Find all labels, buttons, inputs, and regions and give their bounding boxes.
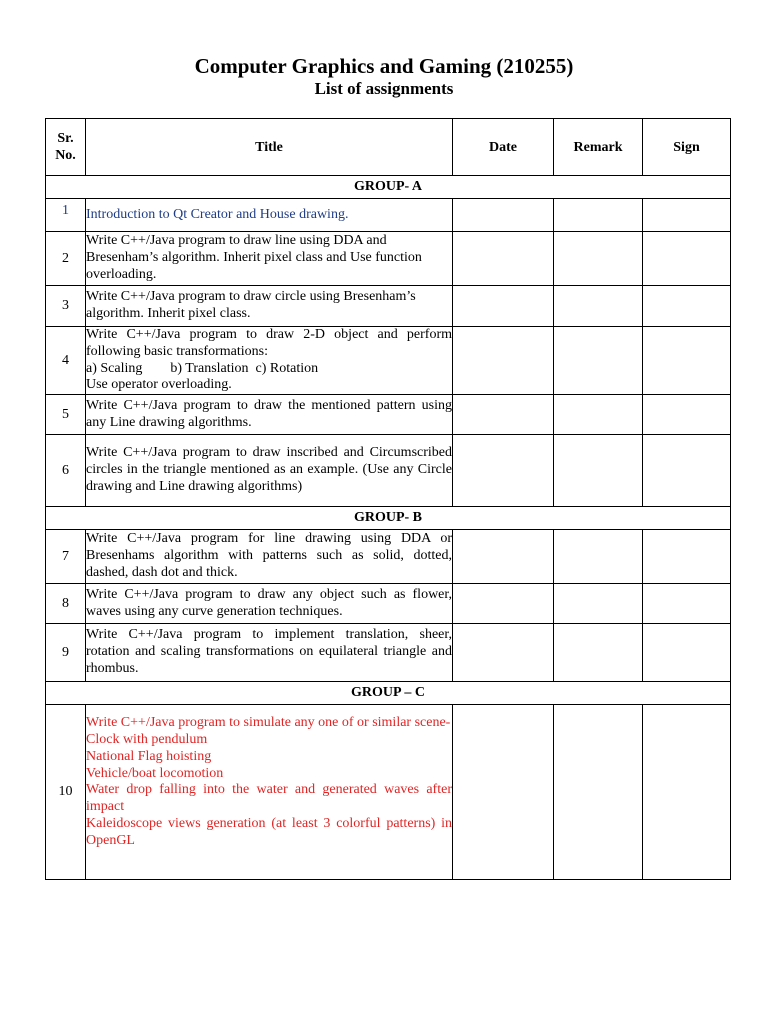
bullet-item: National Flag hoisting <box>86 748 212 764</box>
bullet-item: Vehicle/boat locomotion <box>86 765 224 781</box>
date-cell <box>453 435 554 507</box>
remark-cell <box>554 530 643 584</box>
remark-cell <box>554 435 643 507</box>
date-cell <box>453 395 554 435</box>
sign-cell <box>643 624 731 682</box>
remark-cell <box>554 395 643 435</box>
row-number: 4 <box>46 327 86 395</box>
bullet-item: Clock with pendulum <box>86 731 208 747</box>
date-cell <box>453 705 554 880</box>
date-header: Date <box>453 119 554 176</box>
group-c-label: GROUP – C <box>46 682 731 705</box>
title-line: Write C++/Java program to draw line using DDA and <box>86 233 387 249</box>
assignment-title <box>86 286 453 327</box>
bullet-item: Kaleidoscope views generation (at least 3 colorful patterns) in OpenGL <box>86 815 452 848</box>
row-number: 2 <box>46 232 86 286</box>
bullet-item: Water drop falling into the water and generated waves after impact <box>86 782 452 815</box>
group-row <box>46 682 731 705</box>
sign-cell <box>643 395 731 435</box>
assignment-title <box>86 705 453 880</box>
assignments-table <box>45 118 731 880</box>
remark-cell <box>554 705 643 880</box>
sr-no-header <box>46 119 86 176</box>
row-number: 7 <box>46 530 86 584</box>
sr-header-line2: No. <box>55 148 76 163</box>
row-number: 6 <box>46 435 86 507</box>
date-cell <box>453 199 554 232</box>
remark-cell <box>554 624 643 682</box>
remark-cell <box>554 286 643 327</box>
remark-cell <box>554 584 643 624</box>
sign-cell <box>643 199 731 232</box>
table-row <box>46 624 731 682</box>
sign-cell <box>643 435 731 507</box>
row-number: 1 <box>46 199 86 232</box>
sign-cell <box>643 327 731 395</box>
table-row <box>46 435 731 507</box>
remark-header: Remark <box>554 119 643 176</box>
remark-cell <box>554 232 643 286</box>
assignment-title: Write C++/Java program to draw the mentioned pattern using any Line drawing algorithms. <box>86 395 453 435</box>
date-cell <box>453 624 554 682</box>
group-row <box>46 507 731 530</box>
remark-cell <box>554 327 643 395</box>
group-b-label: GROUP- B <box>46 507 731 530</box>
row-number: 9 <box>46 624 86 682</box>
sign-cell <box>643 232 731 286</box>
title-line: a) Scaling b) Translation c) Rotation <box>86 360 319 376</box>
assignment-title: Write C++/Java program to draw any object such as flower, waves using any curve generation techniques. <box>86 584 453 624</box>
date-cell <box>453 232 554 286</box>
title-line: Use operator overloading. <box>86 377 232 393</box>
date-cell <box>453 530 554 584</box>
table-row <box>46 286 731 327</box>
sign-cell <box>643 705 731 880</box>
header-row <box>46 119 731 176</box>
row-number: 3 <box>46 286 86 327</box>
document-subtitle: List of assignments <box>314 79 454 98</box>
sr-header-line1: Sr. <box>57 131 74 146</box>
sign-cell <box>643 286 731 327</box>
assignment-title: Write C++/Java program to draw inscribed and Circumscribed circles in the triangle mentioned as an example. (Use any Circle drawing and Line drawing algorithms) <box>86 435 453 507</box>
table-row <box>46 327 731 395</box>
assignment-title: Write C++/Java program for line drawing using DDA or Bresenhams algorithm with patterns such as solid, dotted, dashed, dash dot and thick. <box>86 530 453 584</box>
date-cell <box>453 286 554 327</box>
title-line: Write C++/Java program to draw circle using Bresenham’s <box>86 289 416 305</box>
document-title: Computer Graphics and Gaming (210255) <box>194 54 574 78</box>
row-number: 8 <box>46 584 86 624</box>
assignment-title <box>86 199 453 232</box>
table-row <box>46 705 731 880</box>
table-row <box>46 232 731 286</box>
table-row <box>46 530 731 584</box>
title-line: Introduction to Qt Creator and House drawing. <box>86 206 349 222</box>
remark-cell <box>554 199 643 232</box>
assignment-title: Write C++/Java program to implement translation, sheer, rotation and scaling transformations on equilateral triangle and rhombus. <box>86 624 453 682</box>
assignment-title <box>86 232 453 286</box>
table-row <box>46 199 731 232</box>
sign-header: Sign <box>643 119 731 176</box>
title-line: overloading. <box>86 266 157 282</box>
sign-cell <box>643 530 731 584</box>
sign-cell <box>643 584 731 624</box>
row-number: 5 <box>46 395 86 435</box>
assignment-title <box>86 327 453 395</box>
title-line: algorithm. Inherit pixel class. <box>86 306 251 321</box>
title-line: Bresenham’s algorithm. Inherit pixel class and Use function <box>86 250 422 266</box>
group-row <box>46 176 731 199</box>
date-cell <box>453 584 554 624</box>
group-a-label: GROUP- A <box>46 176 731 199</box>
title-line: Write C++/Java program to draw 2-D object and perform following basic transformations: <box>86 327 452 359</box>
table-row <box>46 584 731 624</box>
table-row <box>46 395 731 435</box>
date-cell <box>453 327 554 395</box>
row-number: 10 <box>46 705 86 880</box>
title-header: Title <box>86 119 453 176</box>
title-line: Write C++/Java program to simulate any one of or similar scene- <box>86 715 451 731</box>
